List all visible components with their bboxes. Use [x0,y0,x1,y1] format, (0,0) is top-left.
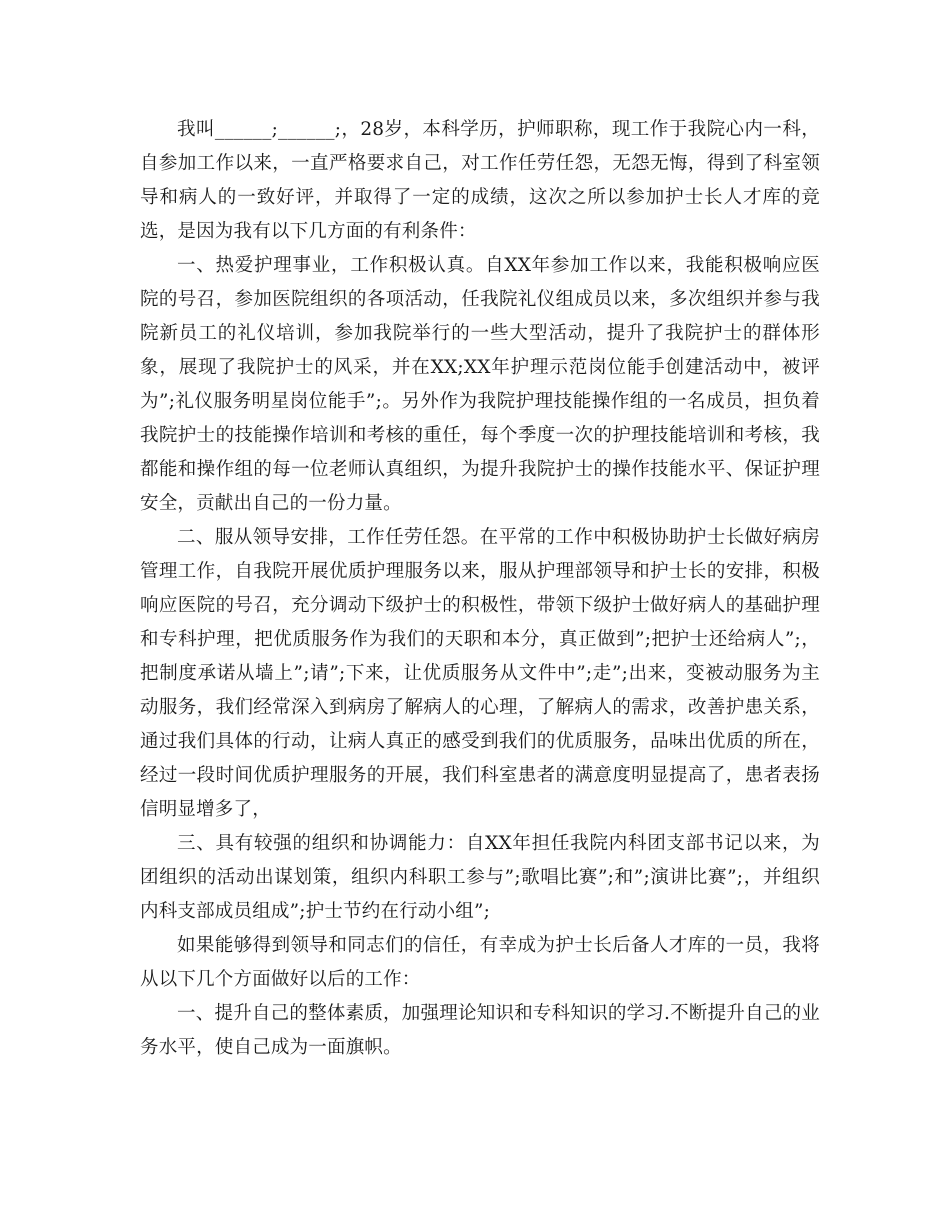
paragraph-point-three: 三、具有较强的组织和协调能力：自XX年担任我院内科团支部书记以来，为团组织的活动出谋划策，组织内科职工参与”;歌唱比赛”;和”;演讲比赛”;，并组织内科支部成员组成”;护士节约在行动小组”; [140,833,820,922]
paragraph-point-two: 二、服从领导安排，工作任劳任怨。在平常的工作中积极协助护士长做好病房管理工作，自我院开展优质护理服务以来，服从护理部领导和护士长的安排，积极响应医院的号召，充分调动下级护士的积极性，带领下级护士做好病人的基础护理和专科护理，把优质服务作为我们的天职和本分，真正做到”;把护士还给病人”;，把制度承诺从墙上”;请”;下来，让优质服务从文件中”;走”;出来，变被动服务为主动服务，我们经常深入到病房了解病人的心理，了解病人的需求，改善护患关系，通过我们具体的行动，让病人真正的感受到我们的优质服务，品味出优质的所在，经过一段时间优质护理服务的开展，我们科室患者的满意度明显提高了，患者表扬信明显增多了， [140,527,820,820]
paragraph-future-intro: 如果能够得到领导和同志们的信任，有幸成为护士长后备人才库的一员，我将从以下几个方面做好以后的工作： [140,935,820,990]
document-body [140,113,820,1065]
paragraph-point-one: 一、热爱护理事业，工作积极认真。自XX年参加工作以来，我能积极响应医院的号召，参加医院组织的各项活动，任我院礼仪组成员以来，多次组织并参与我院新员工的礼仪培训，参加我院举行的一些大型活动，提升了我院护士的群体形象，展现了我院护士的风采，并在XX;XX年护理示范岗位能手创建活动中，被评为”;礼仪服务明星岗位能手”;。另外作为我院护理技能操作组的一名成员，担负着我院护士的技能操作培训和考核的重任，每个季度一次的护理技能培训和考核，我都能和操作组的每一位老师认真组织，为提升我院护士的操作技能水平、保证护理安全，贡献出自己的一份力量。 [140,255,820,514]
paragraph-introduction: 我叫______;______;，28岁，本科学历，护师职称，现工作于我院心内一科，自参加工作以来，一直严格要求自己，对工作任劳任怨，无怨无悔，得到了科室领导和病人的一致好评，并取得了一定的成绩，这次之所以参加护士长人才库的竞选，是因为我有以下几方面的有利条件： [140,119,820,242]
paragraph-future-point-one: 一、提升自己的整体素质，加强理论知识和专科知识的学习.不断提升自己的业务水平，使自己成为一面旗帜。 [140,1003,820,1058]
